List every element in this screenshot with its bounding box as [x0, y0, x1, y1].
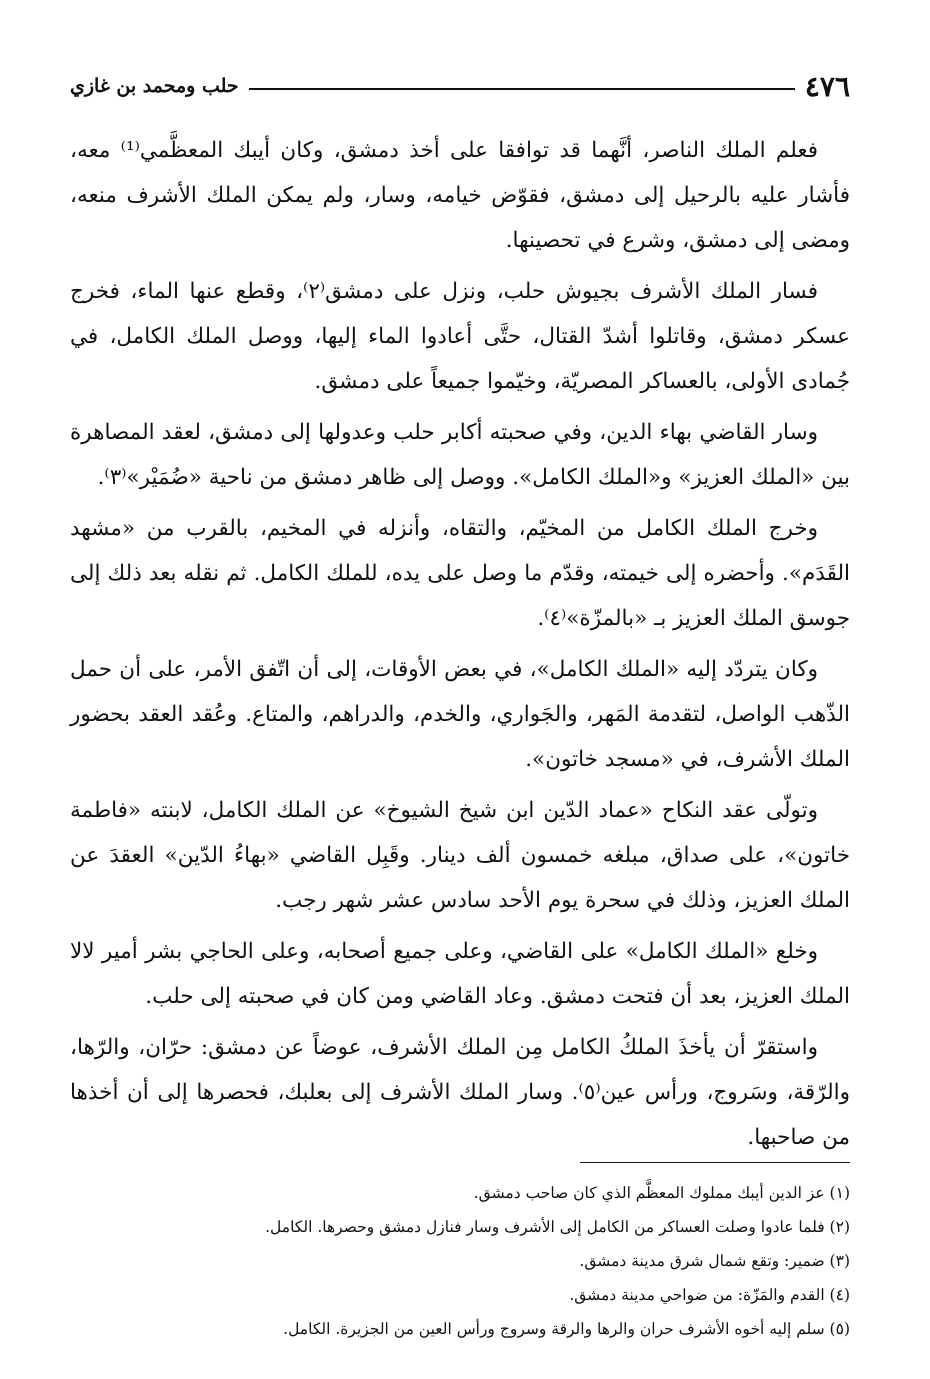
running-title: حلب ومحمد بن غازي [70, 75, 239, 97]
paragraph: وخرج الملك الكامل من المخيّم، والتقاه، وأنزله في المخيم، بالقرب من «مشهد القَدَم». وأحضره إلى خيمته، وقدّم ما وصل على يده، للملك الكامل. ثم نقله بعد ذلك إلى جوسق الملك العزيز بـ «بالمزّة»⁽٤⁾. [70, 516, 850, 631]
paragraph: وكان يتردّد إليه «الملك الكامل»، في بعض الأوقات، إلى أن اتّفق الأمر، على أن حمل الذّهب الواصل، لتقدمة المَهر، والجَواري، والخدم، والدراهم، والمتاع. وعُقد العقد بحضور الملك الأشرف، في «مسجد خاتون». [70, 657, 850, 772]
paragraph: واستقرّ أن يأخذَ الملكُ الكامل مِن الملك الأشرف، عوضاً عن دمشق: حرّان، والرّها، والرّقة، وسَروج، ورأس عين⁽٥⁾. وسار الملك الأشرف إلى بعلبك، فحصرها إلى أن أخذها من صاحبها. [70, 1035, 850, 1150]
footnotes [70, 1176, 850, 1346]
header-rule [249, 88, 795, 90]
paragraph: وسار القاضي بهاء الدين، وفي صحبته أكابر حلب وعدولها إلى دمشق، لعقد المصاهرة بين «الملك العزيز» و«الملك الكامل». ووصل إلى ظاهر دمشق من ناحية «ضُمَيْر»⁽٣⁾. [70, 420, 850, 490]
paragraph: فسار الملك الأشرف بجيوش حلب، ونزل على دمشق⁽٢⁾، وقطع عنها الماء، فخرج عسكر دمشق، وقاتلوا أشدّ القتال، حتَّى أعادوا الماء إليها، ووصل الملك الكامل، في جُمادى الأولى، بالعساكر المصريّة، وخيّموا جميعاً على دمشق. [70, 279, 850, 394]
footnote: (١) عز الدين أيبك مملوك المعظَّم الذي كان صاحب دمشق. [473, 1184, 850, 1202]
footnote: (٢) فلما عادوا وصلت العساكر من الكامل إلى الأشرف وسار فنازل دمشق وحصرها. الكامل. [265, 1218, 850, 1236]
body-text [70, 128, 850, 1166]
footnote: (٤) القدم والمَزّة: من ضواحي مدينة دمشق. [569, 1286, 850, 1304]
footnote: (٥) سلم إليه أخوه الأشرف حران والرها والرقة وسروج ورأس العين من الجزيرة. الكامل. [283, 1320, 850, 1338]
footnote: (٣) ضمير: وتقع شمال شرق مدينة دمشق. [579, 1252, 850, 1270]
paragraph: وتولّى عقد النكاح «عماد الدّين ابن شيخ الشيوخ» عن الملك الكامل، لابنته «فاطمة خاتون»، على صداق، مبلغه خمسون ألف دينار. وقَبِل القاضي «بهاءُ الدّين» العقدَ عن الملك العزيز، وذلك في سحرة يوم الأحد سادس عشر شهر رجب. [70, 798, 850, 913]
paragraph: فعلم الملك الناصر، أنَّهما قد توافقا على أخذ دمشق، وكان أيبك المعظَّمي⁽¹⁾ معه، فأشار عليه بالرحيل إلى دمشق، فقوّض خيامه، وسار، ولم يمكن الملك الأشرف منعه، ومضى إلى دمشق، وشرع في تحصينها. [70, 138, 850, 253]
page-number: ٤٧٦ [804, 69, 850, 103]
footnote-separator [580, 1162, 850, 1163]
page-header [70, 66, 850, 106]
paragraph: وخلع «الملك الكامل» على القاضي، وعلى جميع أصحابه، وعلى الحاجي بشر أمير لالا الملك العزيز، بعد أن فتحت دمشق. وعاد القاضي ومن كان في صحبته إلى حلب. [70, 939, 850, 1009]
